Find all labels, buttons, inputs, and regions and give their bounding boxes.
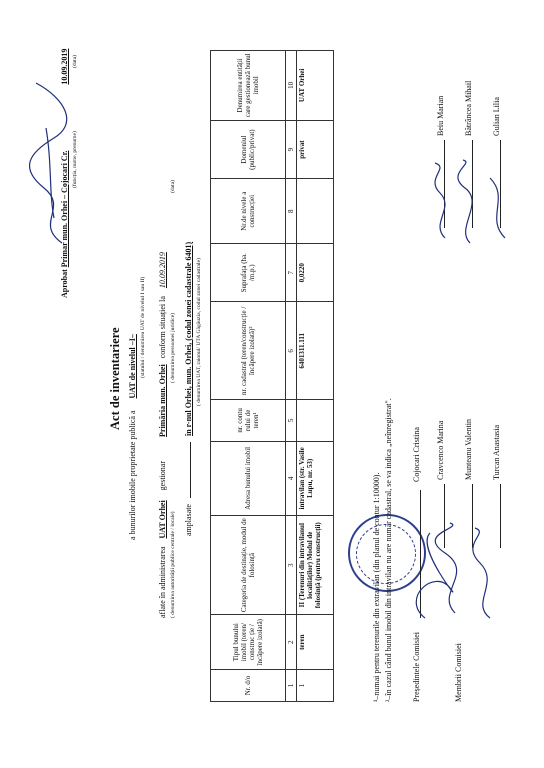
cell-area: 0,0220 bbox=[297, 243, 334, 302]
col-number: 9 bbox=[286, 120, 297, 179]
manager-value: Primăria mun. Orhei bbox=[158, 364, 167, 437]
manager-caption: ( denumirea persoanei juridice) bbox=[170, 312, 176, 383]
header-type: Tipul bunului imobil (teren/ construc ție /încăpere izolată) bbox=[211, 615, 286, 670]
inventory-table bbox=[210, 50, 334, 702]
cell-type: teren bbox=[297, 615, 334, 670]
intro-text: a bunurilor imobile proprietate publică a bbox=[128, 410, 137, 540]
col-number: 7 bbox=[286, 243, 297, 302]
manager-prefix: gestionar bbox=[158, 460, 167, 491]
uat-level: UAT de nivelul –I– bbox=[128, 334, 137, 399]
cell-contour bbox=[297, 400, 334, 442]
location-caption: ( denumirea UAT, raionul/ UTA Găgăuzia, codul zonei cadastrale) bbox=[196, 258, 202, 406]
approval-date: 10.09.2019 bbox=[60, 48, 69, 85]
table-number-row bbox=[286, 51, 297, 702]
member-name: Cravcenco Marina bbox=[436, 420, 445, 480]
header-area: Suprafața (ha. /m.p.) bbox=[211, 243, 286, 302]
approval-mayor: Primar mun. Orhei – Cojocari Cr. bbox=[60, 150, 69, 268]
cell-address: intravilan (str. Vasile Lupu, nr. 53) bbox=[297, 441, 334, 515]
col-number: 5 bbox=[286, 400, 297, 442]
footnote-2: ²–în cazul când bunul imobil din intravilan nu are număr cadastral, se va indica „neînregistrat". bbox=[384, 398, 393, 702]
col-number: 6 bbox=[286, 302, 297, 400]
admin-prefix: aflate în administrarea bbox=[158, 546, 167, 618]
president-name: Cojocari Cristina bbox=[412, 427, 421, 482]
table-row bbox=[297, 51, 334, 702]
col-number: 4 bbox=[286, 441, 297, 515]
member-signatures-right bbox=[425, 158, 515, 248]
header-levels: Nr.de nivele a construcției bbox=[211, 179, 286, 243]
member-name: Munteanu Valentin bbox=[464, 419, 473, 480]
member-name: Bătrâncea Mihail bbox=[464, 80, 473, 136]
state-prefix: conform situației la bbox=[158, 296, 167, 359]
cell-cadastral: 6401311.111 bbox=[297, 302, 334, 400]
cell-category: II (Terenuri din intravilanul localităților) Modul de folosință (pentru construcții) bbox=[297, 516, 334, 615]
col-number: 2 bbox=[286, 615, 297, 670]
header-domain: Domeniul (public/privat) bbox=[211, 120, 286, 179]
member-name: Beiu Marian bbox=[436, 95, 445, 136]
member-name: Turcan Anastasia bbox=[492, 424, 501, 480]
col-number: 8 bbox=[286, 179, 297, 243]
location-prefix: amplasate bbox=[184, 504, 193, 536]
header-address: Adresa bunului imobil bbox=[211, 441, 286, 515]
commission-signatures bbox=[395, 518, 505, 628]
approval-mayor-caption: (funcția, nume, prenume) bbox=[72, 131, 78, 188]
header-contour: nr. contu rului de teren¹ bbox=[211, 400, 286, 442]
location-value: în r-nul Orhei, mun. Orhei, (codul zonei cadastrale 6401) bbox=[184, 241, 193, 437]
cell-domain: privat bbox=[297, 120, 334, 179]
state-date: 10.09.2019 bbox=[158, 252, 167, 289]
intro-line bbox=[128, 334, 137, 540]
members-label: Membrii Comisiei bbox=[454, 643, 463, 702]
state-date-caption: (data) bbox=[170, 179, 176, 193]
col-number: 3 bbox=[286, 516, 297, 615]
header-entity: Denumirea entității care gestionează bunul imobil bbox=[211, 51, 286, 121]
mayor-signature bbox=[24, 78, 74, 248]
approval-date-caption: (data) bbox=[72, 54, 78, 68]
president-label: Președintele Comisiei bbox=[412, 632, 421, 702]
member-name: Gulian Lilia bbox=[492, 97, 501, 136]
header-cadastral: nr. cadastral (teren/construcție /încăpere izolată)² bbox=[211, 302, 286, 400]
col-number: 10 bbox=[286, 51, 297, 121]
admin-line bbox=[158, 252, 167, 618]
header-category: Categoria de destinație, modul de folosință bbox=[211, 516, 286, 615]
table-header-row bbox=[211, 51, 286, 702]
col-number: 1 bbox=[286, 670, 297, 702]
approval-prefix: Aprobat bbox=[60, 269, 69, 298]
admin-caption: ( denumirea autorității publice centrale / locale) bbox=[170, 511, 176, 618]
footnote-1: ¹–numai pentru terenurile din extravilan (din planul de contur 1:10000). bbox=[372, 472, 381, 702]
cell-levels bbox=[297, 179, 334, 243]
cell-entity: UAT Orhei bbox=[297, 51, 334, 121]
uat-caption: (statului / denumirea UAT de nivelul I sau II) bbox=[140, 276, 146, 378]
admin-value: UAT Orhei bbox=[158, 500, 167, 539]
location-line bbox=[184, 242, 193, 536]
page-title: Act de inventariere bbox=[108, 327, 122, 430]
header-nr: Nr. d/o bbox=[211, 670, 286, 702]
cell-nr: 1 bbox=[297, 670, 334, 702]
